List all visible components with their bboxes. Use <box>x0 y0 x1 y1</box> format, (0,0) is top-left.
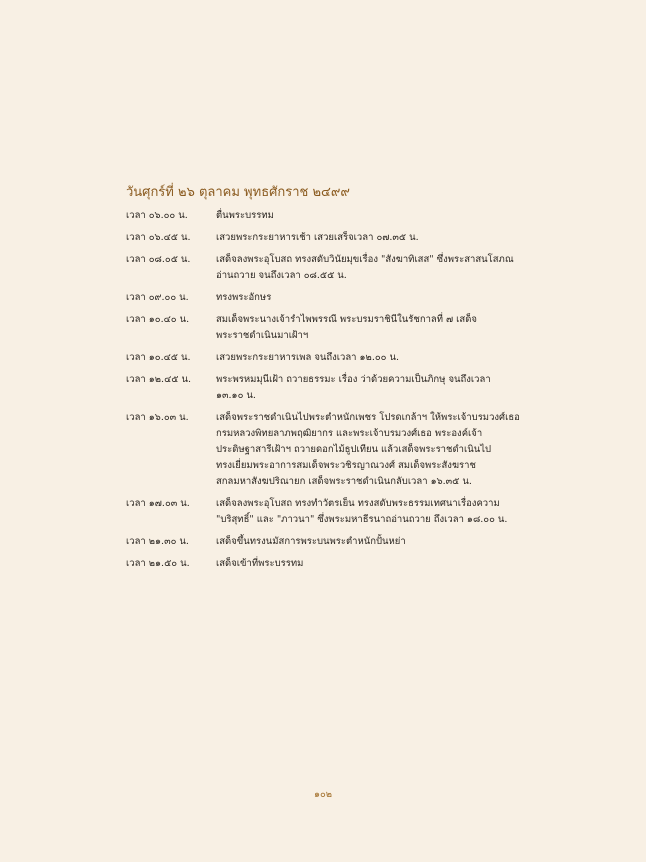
entry-text-line: กรมหลวงพิทยลาภพฤฒิยากร และพระเจ้าบรมวงศ์เธอ พระองค์เจ้า <box>216 428 483 439</box>
entry-text <box>216 410 526 490</box>
entry-text <box>216 350 526 366</box>
entry-text <box>216 556 526 572</box>
entry-text <box>216 252 526 284</box>
entry-time: เวลา ๑๐.๔๕ น. <box>126 352 191 363</box>
entry-text <box>216 312 526 344</box>
entry-text-line: "บริสุทธิ์" และ "ภาวนา" ซึ่งพระมหาธีรนาถอ่านถวาย ถึงเวลา ๑๘.๐๐ น. <box>216 514 508 525</box>
entry-text-line: ๑๓.๑๐ น. <box>216 390 256 401</box>
entry-time: เวลา ๐๖.๔๕ น. <box>126 232 191 243</box>
entry-text-line: อ่านถวาย จนถึงเวลา ๐๘.๕๕ น. <box>216 270 347 281</box>
entry-text-line: พระพรหมมุนีเฝ้า ถวายธรรมะ เรื่อง ว่าด้วยความเป็นภิกษุ จนถึงเวลา <box>216 374 491 385</box>
entry-time: เวลา ๑๗.๐๓ น. <box>126 498 190 509</box>
entry-text-line: เสด็จลงพระอุโบสถ ทรงสดับวินัยมุขเรื่อง "สังฆาทิเสส" ซึ่งพระสาสนโสภณ <box>216 254 514 265</box>
entry-text-line: สมเด็จพระนางเจ้ารำไพพรรณี พระบรมราชินีในรัชกาลที่ ๗ เสด็จ <box>216 314 477 325</box>
entry-time: เวลา ๐๖.๐๐ น. <box>126 210 188 221</box>
entry-text-line: เสวยพระกระยาหารเพล จนถึงเวลา ๑๒.๐๐ น. <box>216 352 399 363</box>
entry-text-line: พระราชดำเนินมาเฝ้าฯ <box>216 330 309 341</box>
entry-time: เวลา ๐๙.๐๐ น. <box>126 292 189 303</box>
entry-text-line: เสด็จเข้าที่พระบรรทม <box>216 558 304 569</box>
entry-text-line: ตื่นพระบรรทม <box>216 210 274 221</box>
entry-text-line: ทรงพระอักษร <box>216 292 272 303</box>
entry-text <box>216 372 526 404</box>
schedule-entry <box>126 534 526 550</box>
entry-text-line: เสด็จขึ้นทรงนมัสการพระบนพระตำหนักปั้นหย่า <box>216 536 406 547</box>
entry-text-line: เสวยพระกระยาหารเช้า เสวยเสร็จเวลา ๐๗.๓๕ น. <box>216 232 419 243</box>
schedule-entry <box>126 350 526 366</box>
entry-time: เวลา ๑๒.๔๕ น. <box>126 374 191 385</box>
entry-time: เวลา ๑๐.๔๐ น. <box>126 314 190 325</box>
entry-text <box>216 230 526 246</box>
schedule-entry <box>126 372 526 404</box>
schedule-entry <box>126 230 526 246</box>
schedule-entry <box>126 496 526 528</box>
entry-text-line: สกลมหาสังฆปริณายก เสด็จพระราชดำเนินกลับเวลา ๑๖.๓๕ น. <box>216 476 472 487</box>
schedule-entry <box>126 252 526 284</box>
entry-time: เวลา ๑๖.๐๓ น. <box>126 412 189 423</box>
page-title: วันศุกร์ที่ ๒๖ ตุลาคม พุทธศักราช ๒๔๙๙ <box>126 185 350 200</box>
entry-text-line: ประดิษฐาสารีเฝ้าฯ ถวายดอกไม้ธูปเทียน แล้วเสด็จพระราชดำเนินไป <box>216 444 492 455</box>
entry-text <box>216 208 526 224</box>
entry-text-line: เสด็จลงพระอุโบสถ ทรงทำวัตรเย็น ทรงสดับพระธรรมเทศนาเรื่องความ <box>216 498 500 509</box>
schedule-list <box>126 208 526 578</box>
schedule-entry <box>126 290 526 306</box>
schedule-entry <box>126 556 526 572</box>
entry-text <box>216 290 526 306</box>
schedule-entry <box>126 312 526 344</box>
entry-text-line: ทรงเยี่ยมพระอาการสมเด็จพระวชิรญาณวงศ์ สมเด็จพระสังฆราช <box>216 460 476 471</box>
entry-time: เวลา ๒๑.๓๐ น. <box>126 536 189 547</box>
entry-time: เวลา ๒๑.๕๐ น. <box>126 558 190 569</box>
entry-text <box>216 534 526 550</box>
schedule-entry <box>126 410 526 490</box>
entry-time: เวลา ๐๘.๐๕ น. <box>126 254 191 265</box>
page-number: ๑๐๒ <box>313 789 333 800</box>
entry-text <box>216 496 526 528</box>
entry-text-line: เสด็จพระราชดำเนินไปพระตำหนักเพชร โปรดเกล้าฯ ให้พระเจ้าบรมวงศ์เธอ <box>216 412 520 423</box>
schedule-entry <box>126 208 526 224</box>
